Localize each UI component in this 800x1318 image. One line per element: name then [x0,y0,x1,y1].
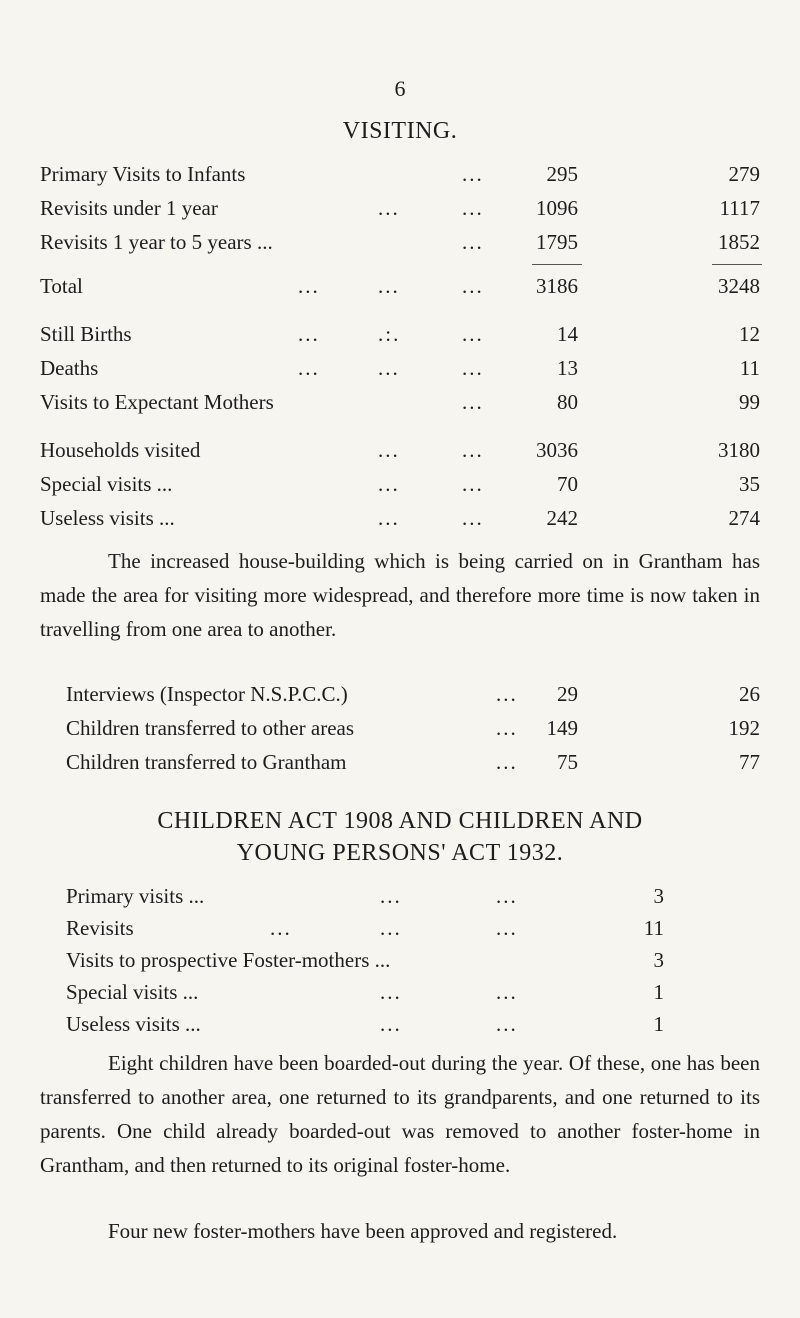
value-year2: 77 [739,750,760,774]
row-label: Interviews (Inspector N.S.P.C.C.) [66,682,348,706]
value-year2: 1117 [719,196,760,220]
leader-dots: ... [378,196,400,220]
row-label: Revisits [66,916,134,940]
leader-dots: ... [496,750,518,774]
leader-dots: ... [462,322,484,346]
row-value: 1 [653,1012,664,1036]
table-row [0,196,800,226]
row-label: Visits to prospective Foster-mothers ... [66,948,391,972]
leader-dots: ... [462,162,484,186]
value-year2: 35 [739,472,760,496]
leader-dots: ... [462,472,484,496]
total-year1: 3186 [536,274,578,298]
row-label: Special visits ... [40,472,173,496]
value-year1: 295 [546,162,578,186]
leader-dots: ... [462,506,484,530]
leader-dots: ... [378,438,400,462]
table-row [0,750,800,780]
leader-dots: ... [380,916,402,940]
table-row [0,230,800,260]
total-row [0,274,800,304]
value-year1: 1795 [536,230,578,254]
value-year2: 99 [739,390,760,414]
leader-dots: ... [380,884,402,908]
row-label: Children transferred to Grantham [66,750,347,774]
leader-dots: ... [380,980,402,1004]
table-row [0,980,800,1010]
leader-dots: ... [298,356,320,380]
table-row [0,682,800,712]
row-label: Useless visits ... [40,506,175,530]
value-year2: 192 [728,716,760,740]
row-label: Households visited [40,438,201,462]
value-year1: 13 [557,356,578,380]
paragraph-foster-mothers [40,1214,760,1248]
table-row [0,916,800,946]
value-year1: 75 [557,750,578,774]
table-row [0,390,800,420]
leader-dots: ... [462,274,484,298]
row-label: Useless visits ... [66,1012,201,1036]
row-value: 3 [653,884,664,908]
row-value: 1 [653,980,664,1004]
table-row [0,472,800,502]
row-label: Primary visits ... [66,884,205,908]
leader-dots: ... [380,1012,402,1036]
table-row [0,162,800,192]
children-act-heading-line1: CHILDREN ACT 1908 AND CHILDREN AND [157,808,643,834]
row-label: Revisits under 1 year [40,196,218,220]
value-year1: 1096 [536,196,578,220]
row-label: Deaths [40,356,99,380]
leader-dots: ... [462,390,484,414]
value-year1: 3036 [536,438,578,462]
paragraph-house-building [40,544,760,646]
leader-dots: ... [496,716,518,740]
leader-dots: ... [298,274,320,298]
leader-dots: ... [270,916,292,940]
paragraph-text: Four new foster-mothers have been approved and registered. [108,1219,618,1243]
value-year1: 29 [557,682,578,706]
value-year2: 279 [728,162,760,186]
leader-dots: ... [378,274,400,298]
leader-dots: ... [462,230,484,254]
row-label: Primary Visits to Infants [40,162,246,186]
paragraph-text: The increased house-building which is being carried on in Grantham has made the area for visiting more widespread, and therefore more time is now taken in travelling from one area to another. [40,549,760,641]
leader-dots: ... [462,356,484,380]
sum-rule [532,264,582,265]
leader-dots: ... [496,884,518,908]
visiting-heading: VISITING. [342,118,458,144]
value-year1: 149 [546,716,578,740]
value-year2: 11 [739,356,760,380]
paragraph-text: Eight children have been boarded-out during the year. Of these, one has been transferred to another area, one returned to its grandparents, and one returned to its parents. One child already boarded-out was removed to another foster-home in Grantham, and then returned to its original foster-home. [40,1051,760,1177]
table-row [0,716,800,746]
total-label: Total [40,274,83,298]
leader-dots: ... [496,916,518,940]
value-year1: 14 [557,322,578,346]
value-year1: 80 [557,390,578,414]
leader-dots: ... [496,682,518,706]
leader-dots: ... [298,322,320,346]
row-value: 3 [653,948,664,972]
children-act-heading-line2: YOUNG PERSONS' ACT 1932. [236,840,564,866]
row-label: Still Births [40,322,132,346]
leader-dots: ... [496,980,518,1004]
table-row [0,884,800,914]
row-label: Visits to Expectant Mothers [40,390,274,414]
value-year2: 3180 [718,438,760,462]
total-year2: 3248 [718,274,760,298]
leader-dots: ... [378,506,400,530]
row-label: Revisits 1 year to 5 years ... [40,230,273,254]
table-row [0,1012,800,1042]
value-year2: 26 [739,682,760,706]
leader-dots: ... [496,1012,518,1036]
row-label: Children transferred to other areas [66,716,355,740]
row-value: 11 [643,916,664,940]
table-row [0,322,800,352]
leader-dots: ... [462,438,484,462]
value-year1: 70 [557,472,578,496]
table-row [0,948,800,978]
value-year2: 1852 [718,230,760,254]
leader-dots: .:. [378,322,401,346]
sum-rule [712,264,762,265]
leader-dots: ... [378,472,400,496]
table-row [0,506,800,536]
table-row [0,438,800,468]
page-number: 6 [394,76,406,101]
value-year2: 274 [728,506,760,530]
row-label: Special visits ... [66,980,199,1004]
value-year2: 12 [739,322,760,346]
leader-dots: ... [462,196,484,220]
value-year1: 242 [546,506,578,530]
leader-dots: ... [378,356,400,380]
paragraph-boarded-out [40,1046,760,1182]
table-row [0,356,800,386]
